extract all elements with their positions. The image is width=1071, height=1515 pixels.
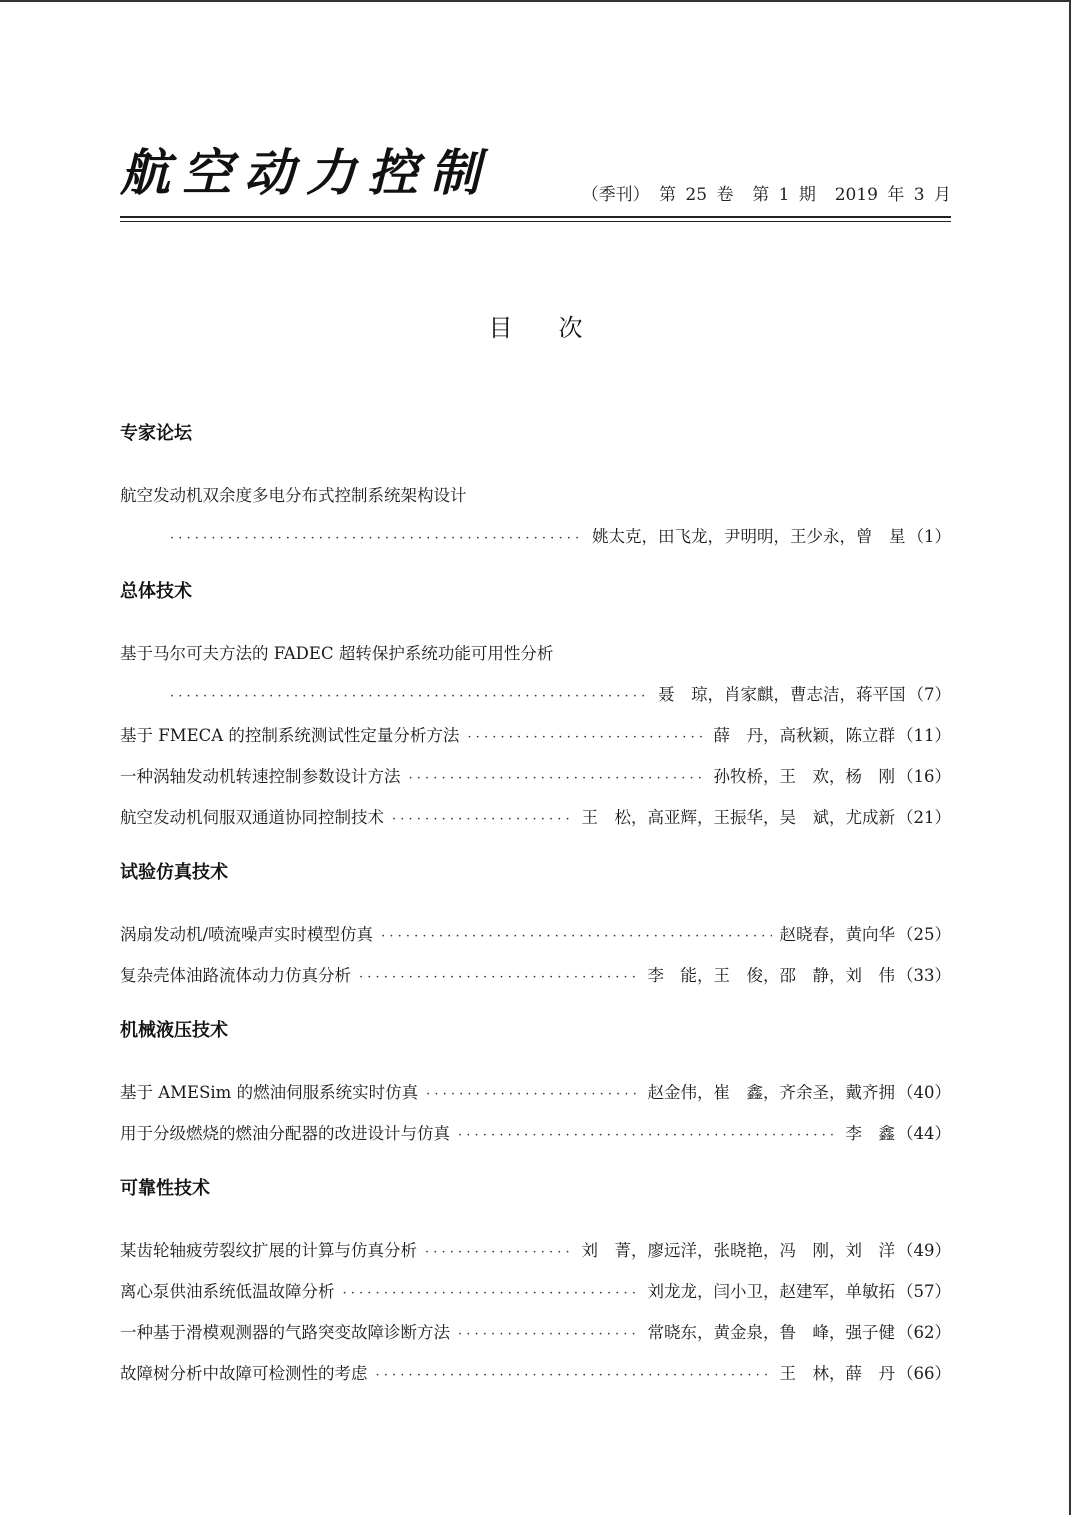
dot-leader: [376, 1355, 772, 1396]
page-number: （40）: [897, 1083, 951, 1102]
toc-entry[interactable]: [120, 715, 951, 756]
toc-entry[interactable]: [120, 1113, 951, 1154]
toc-entry[interactable]: [120, 756, 951, 797]
article-title[interactable]: 复杂壳体油路流体动力仿真分析: [120, 966, 351, 985]
header-rule-thin: [120, 221, 951, 222]
toc-entry[interactable]: [120, 1353, 951, 1394]
section-title: 机械液压技术: [120, 1020, 228, 1041]
section-spacer: [120, 557, 951, 571]
article-authors: 李 能，王 俊，邵 静，刘 伟: [647, 966, 895, 985]
article-title[interactable]: 一种基于滑模观测器的气路突变故障诊断方法: [120, 1323, 450, 1342]
page-number: （44）: [897, 1124, 951, 1143]
toc-entry[interactable]: [120, 1312, 951, 1353]
article-title[interactable]: 用于分级燃烧的燃油分配器的改进设计与仿真: [120, 1124, 450, 1143]
dot-leader: [409, 758, 706, 799]
page-number: （21）: [897, 808, 951, 827]
article-authors: 李 鑫: [845, 1124, 895, 1143]
page-number: （7）: [907, 685, 951, 704]
dot-leader: [381, 916, 771, 957]
article-authors: 赵金伟，崔 鑫，齐余圣，戴齐拥: [647, 1083, 895, 1102]
article-authors: 刘龙龙，闫小卫，赵建军，单敏拓: [647, 1282, 895, 1301]
dot-leader: [392, 799, 574, 840]
toc-entry[interactable]: [120, 1072, 951, 1113]
toc-entry[interactable]: [120, 1271, 951, 1312]
toc-entry-authors-line: [120, 516, 951, 557]
article-title[interactable]: 基于 AMESim 的燃油伺服系统实时仿真: [120, 1083, 419, 1102]
dot-leader: [458, 1314, 640, 1355]
section-title: 总体技术: [120, 581, 192, 602]
page-number: （16）: [897, 767, 951, 786]
toc-entry[interactable]: [120, 955, 951, 996]
page-border-top: [0, 0, 1071, 2]
article-title[interactable]: 某齿轮轴疲劳裂纹扩展的计算与仿真分析: [120, 1241, 417, 1260]
toc-entry[interactable]: [120, 914, 951, 955]
page-number: （33）: [897, 966, 951, 985]
section-spacer: [120, 838, 951, 852]
article-authors: 王 林，薛 丹: [779, 1364, 895, 1383]
page-number: （57）: [897, 1282, 951, 1301]
section-spacer: [120, 1154, 951, 1168]
article-title[interactable]: 一种涡轴发动机转速控制参数设计方法: [120, 767, 401, 786]
header-rule-thick: [120, 216, 951, 218]
page-number: （66）: [897, 1364, 951, 1383]
article-authors: 薛 丹，高秋颖，陈立群: [713, 726, 895, 745]
dot-leader: [425, 1232, 574, 1273]
journal-title: 航空动力控制: [120, 143, 492, 202]
toc-entry-title[interactable]: [120, 475, 951, 516]
article-authors: 赵晓春，黄向华: [779, 925, 895, 944]
article-title[interactable]: 航空发动机伺服双通道协同控制技术: [120, 808, 384, 827]
article-title[interactable]: 涡扇发动机/喷流噪声实时模型仿真: [120, 925, 374, 944]
page-number: （25）: [897, 925, 951, 944]
dot-leader: [426, 1074, 639, 1115]
article-title[interactable]: 航空发动机双余度多电分布式控制系统架构设计: [120, 486, 467, 505]
article-authors: 刘 菁，廖远洋，张晓艳，冯 刚，刘 洋: [581, 1241, 895, 1260]
dot-leader: [170, 676, 650, 717]
section-title: 试验仿真技术: [120, 862, 228, 883]
table-of-contents: [120, 413, 951, 1394]
section-spacer: [120, 996, 951, 1010]
article-authors: 王 松，高亚辉，王振华，吴 斌，尤成新: [581, 808, 895, 827]
article-authors: 姚太克，田飞龙，尹明明，王少永，曾 星: [592, 527, 906, 546]
page-number: （11）: [897, 726, 951, 745]
article-title[interactable]: 基于 FMECA 的控制系统测试性定量分析方法: [120, 726, 460, 745]
page-number: （62）: [897, 1323, 951, 1342]
toc-entry[interactable]: [120, 797, 951, 838]
toc-heading: 目次: [488, 314, 629, 342]
dot-leader: [170, 518, 584, 559]
article-title[interactable]: 故障树分析中故障可检测性的考虑: [120, 1364, 368, 1383]
dot-leader: [467, 717, 705, 758]
toc-entry-authors-line: [120, 674, 951, 715]
page-number: （49）: [897, 1241, 951, 1260]
section-title: 可靠性技术: [120, 1178, 210, 1199]
page-number: （1）: [907, 527, 951, 546]
article-title[interactable]: 基于马尔可夫方法的 FADEC 超转保护系统功能可用性分析: [120, 644, 554, 663]
dot-leader: [343, 1273, 640, 1314]
toc-entry-title[interactable]: [120, 633, 951, 674]
dot-leader: [359, 957, 640, 998]
toc-entry[interactable]: [120, 1230, 951, 1271]
article-title[interactable]: 离心泵供油系统低温故障分析: [120, 1282, 335, 1301]
issue-info: （季刊） 第 25 卷 第 1 期 2019 年 3 月: [581, 185, 951, 205]
article-authors: 聂 琼，肖家麒，曹志洁，蒋平国: [658, 685, 906, 704]
section-title: 专家论坛: [120, 423, 192, 444]
article-authors: 孙牧桥，王 欢，杨 刚: [713, 767, 895, 786]
article-authors: 常晓东，黄金泉，鲁 峰，强子健: [647, 1323, 895, 1342]
dot-leader: [458, 1115, 838, 1156]
